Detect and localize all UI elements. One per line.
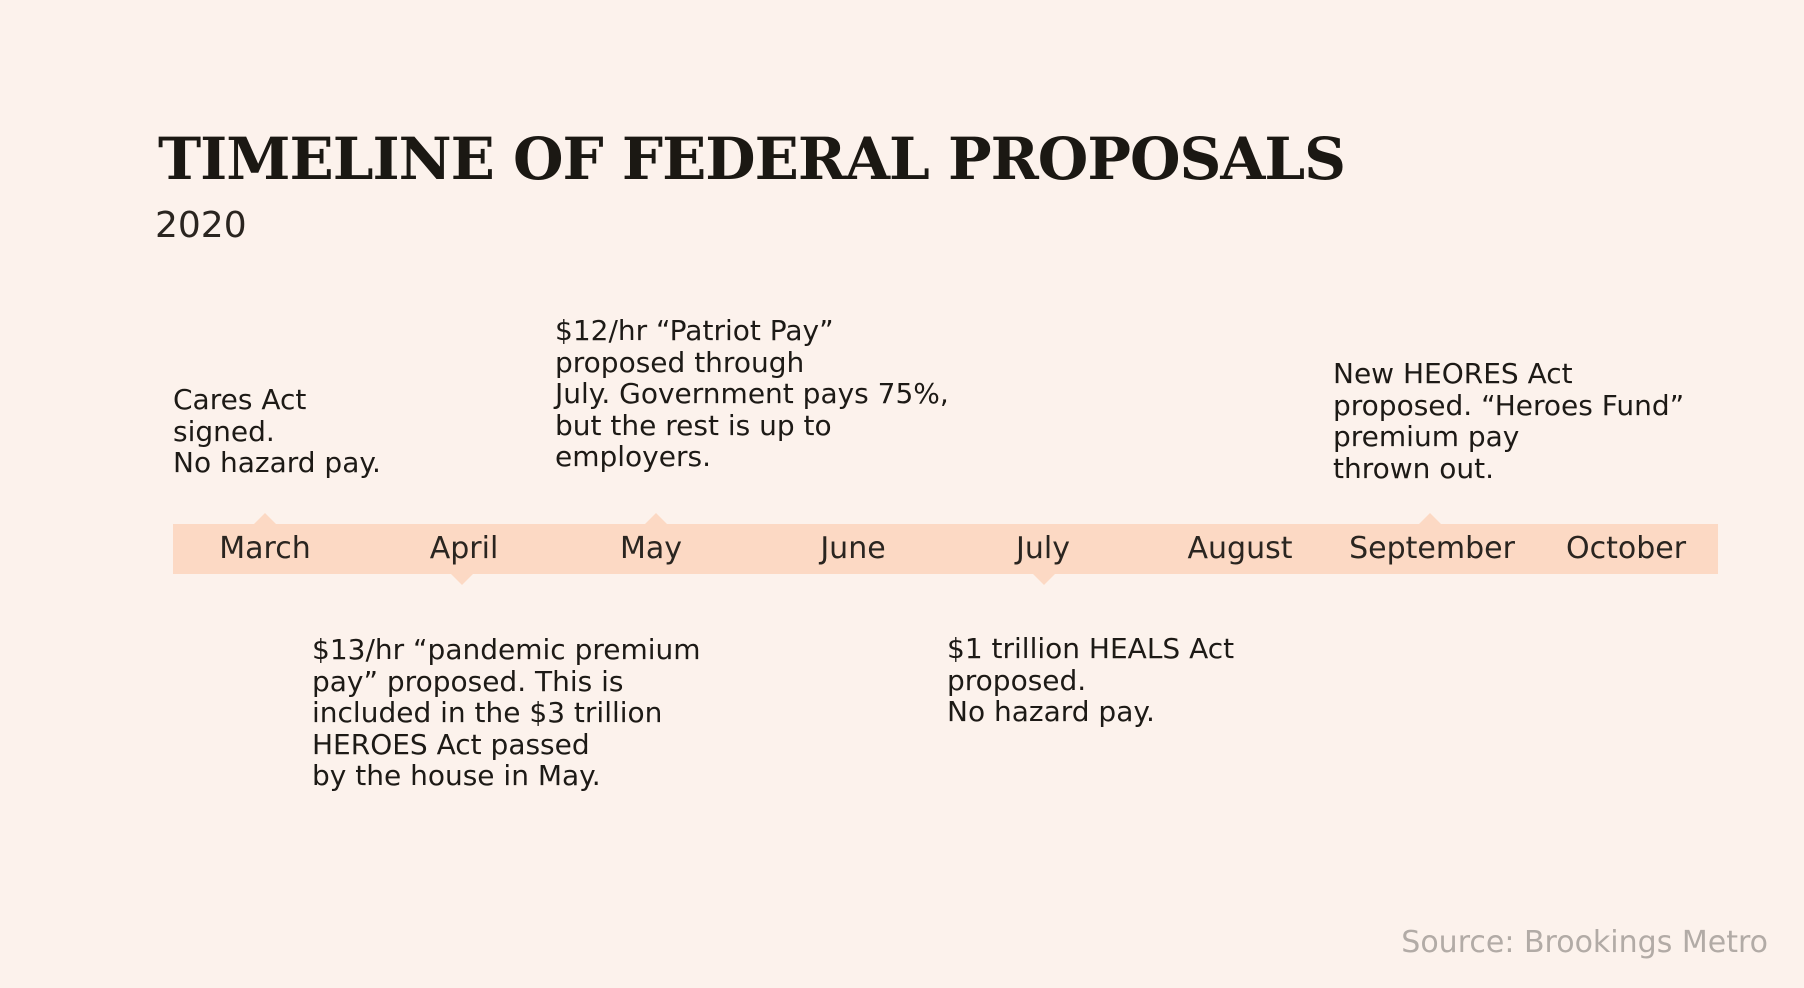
event-line: No hazard pay. [947, 695, 1155, 728]
event-line: signed. [173, 414, 275, 448]
event-line: but the rest is up to [555, 408, 832, 442]
month-june: June [820, 531, 886, 566]
event-line: $1 trillion HEALS Act [947, 632, 1235, 665]
event-line: employers. [555, 440, 711, 473]
event-line: by the house in May. [312, 759, 601, 792]
event-line: proposed. “Heroes Fund” [1333, 388, 1685, 422]
month-july: July [1016, 531, 1070, 566]
event-cares-act [173, 384, 381, 479]
event-pandemic-premium-pay [312, 634, 701, 792]
event-line: Cares Act [173, 383, 307, 416]
marker-up-may [645, 513, 667, 524]
event-line: New HEORES Act [1333, 357, 1573, 390]
month-august: August [1187, 531, 1293, 566]
event-line: premium pay [1333, 420, 1520, 453]
marker-down-april [451, 574, 473, 585]
event-line: pay” proposed. This is [312, 664, 624, 698]
event-line: included in the $3 trillion [312, 696, 663, 729]
marker-down-july [1033, 574, 1055, 585]
event-line: proposed through [555, 345, 805, 379]
event-line: July. Government pays 75%, [555, 377, 949, 410]
timeline-title: TIMELINE OF FEDERAL PROPOSALS [158, 125, 1346, 193]
source-note: Source: Brookings Metro [1401, 925, 1768, 960]
event-line: HEROES Act passed [312, 727, 590, 761]
event-patriot-pay [555, 315, 949, 473]
event-line: thrown out. [1333, 451, 1495, 485]
event-line: No hazard pay. [173, 446, 381, 479]
event-line: $12/hr “Patriot Pay” [555, 314, 834, 347]
event-new-heroes-act [1333, 358, 1684, 484]
event-line: proposed. [947, 663, 1087, 697]
month-september: September [1349, 531, 1515, 566]
month-march: March [219, 531, 311, 566]
event-line: $13/hr “pandemic premium [312, 633, 701, 666]
marker-up-march [254, 513, 276, 524]
month-april: April [429, 531, 499, 566]
month-may: May [619, 531, 683, 566]
event-heals-act [947, 633, 1234, 728]
timeline-subtitle: 2020 [155, 205, 247, 246]
month-october: October [1565, 531, 1687, 566]
marker-up-september [1419, 513, 1441, 524]
